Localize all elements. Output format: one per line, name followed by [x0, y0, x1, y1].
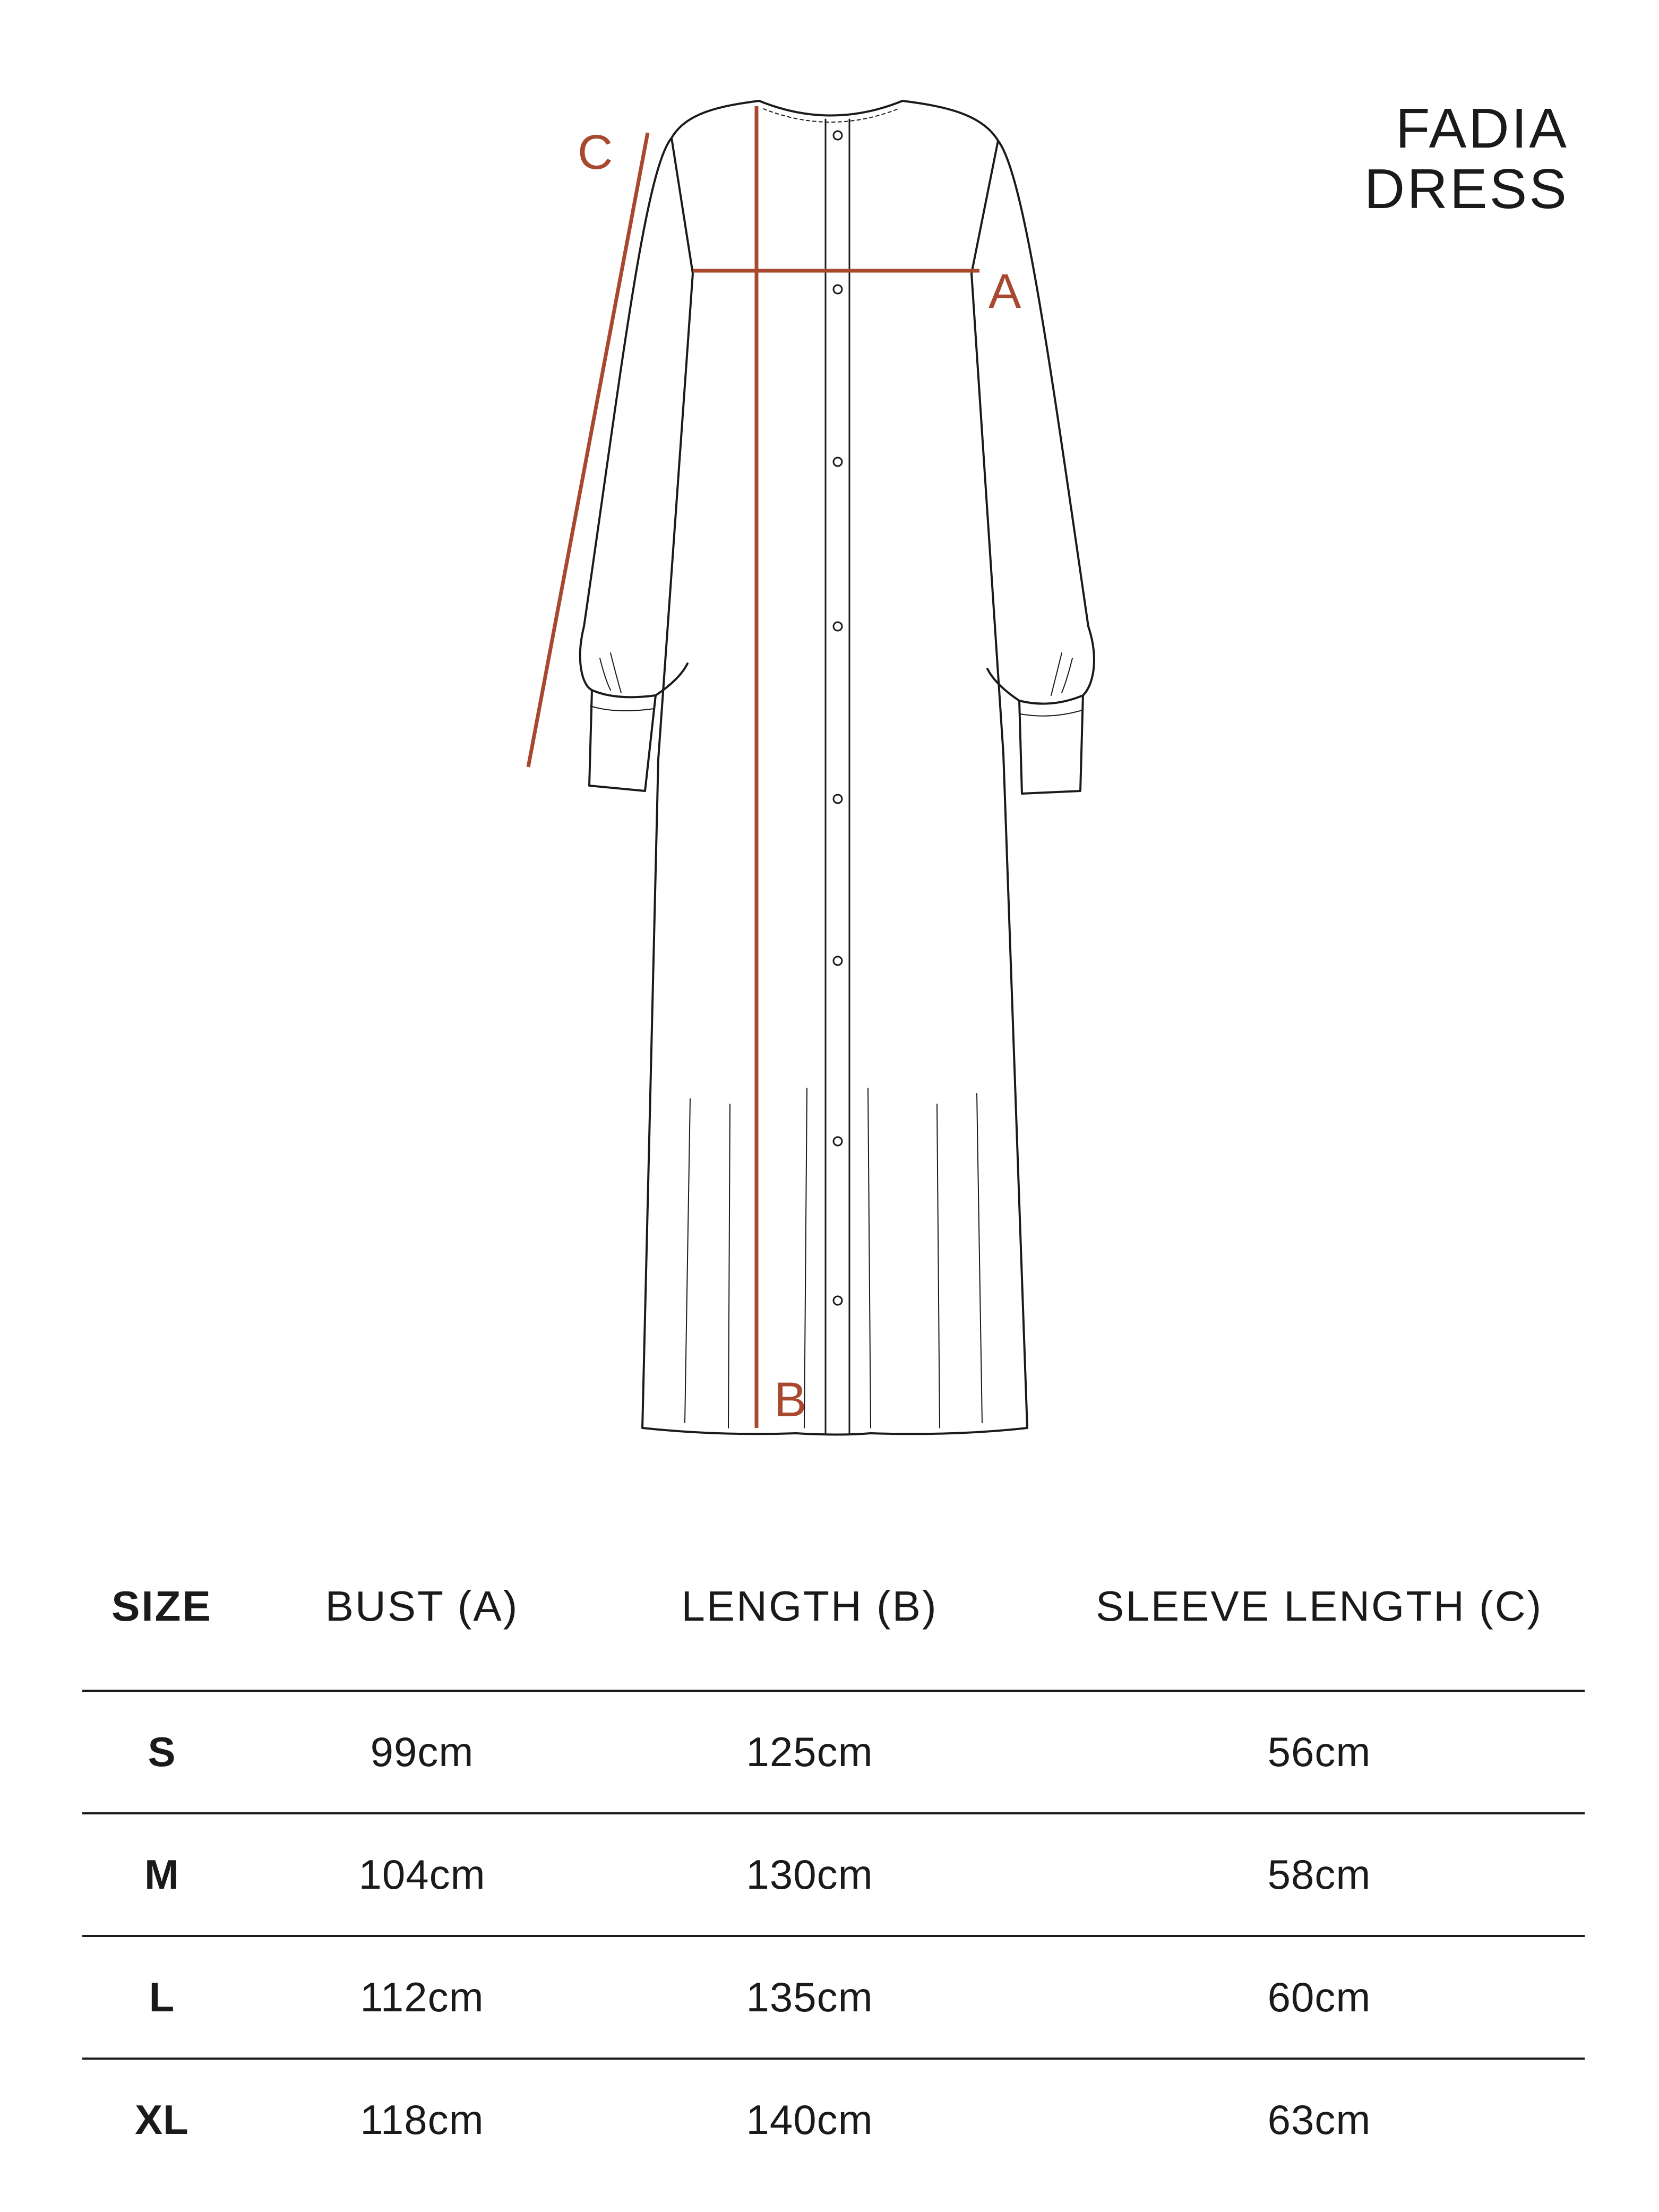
header-length: LENGTH (B) — [681, 1582, 938, 1630]
table-row — [82, 1692, 1585, 1814]
length-cell: 135cm — [746, 1974, 873, 2020]
dress-body-outline — [642, 101, 1027, 1435]
measure-label-c: C — [578, 125, 613, 179]
left-sleeve — [580, 138, 687, 791]
measure-label-a: A — [988, 264, 1021, 319]
button — [833, 131, 842, 140]
sleeve-length-cell: 56cm — [1267, 1728, 1371, 1775]
bust-cell: 104cm — [358, 1851, 486, 1898]
header-sleeve-length: SLEEVE LENGTH (C) — [1095, 1582, 1543, 1630]
bust-cell: 112cm — [360, 1974, 484, 2020]
size-cell: S — [148, 1728, 176, 1775]
left-cuff-line — [590, 706, 654, 711]
left-cuff-seam — [592, 690, 656, 697]
right-cuff-seam — [1019, 695, 1083, 704]
size-cell: M — [144, 1851, 179, 1898]
bust-cell: 99cm — [370, 1728, 474, 1775]
bust-cell: 118cm — [360, 2096, 484, 2143]
right-cuff-line — [1020, 710, 1082, 716]
product-title-line2: DRESS — [1364, 158, 1569, 221]
button — [833, 957, 842, 965]
length-cell: 130cm — [746, 1851, 873, 1898]
length-cell: 140cm — [746, 2096, 873, 2143]
header-bust: BUST (A) — [325, 1582, 519, 1630]
button — [833, 795, 842, 803]
right-sleeve — [987, 141, 1094, 794]
measure-line-c — [528, 133, 648, 767]
measure-label-b: B — [774, 1373, 807, 1427]
size-cell: L — [149, 1974, 175, 2020]
sleeve-length-cell: 60cm — [1267, 1974, 1371, 2020]
button — [833, 458, 842, 466]
sleeve-length-cell: 58cm — [1267, 1851, 1371, 1898]
button — [833, 1296, 842, 1305]
table-row — [82, 2060, 1585, 2180]
table-row — [82, 1814, 1585, 1937]
product-title-line1: FADIA — [1395, 97, 1569, 160]
button — [833, 285, 842, 294]
button — [833, 1137, 842, 1146]
size-chart-table — [82, 1566, 1585, 2180]
button — [833, 622, 842, 631]
size-chart-header-row — [82, 1566, 1585, 1692]
neckline — [759, 101, 902, 116]
size-cell: XL — [135, 2096, 189, 2143]
header-size: SIZE — [111, 1582, 212, 1630]
table-row — [82, 1937, 1585, 2060]
length-cell: 125cm — [746, 1728, 873, 1775]
sleeve-length-cell: 63cm — [1267, 2096, 1371, 2143]
